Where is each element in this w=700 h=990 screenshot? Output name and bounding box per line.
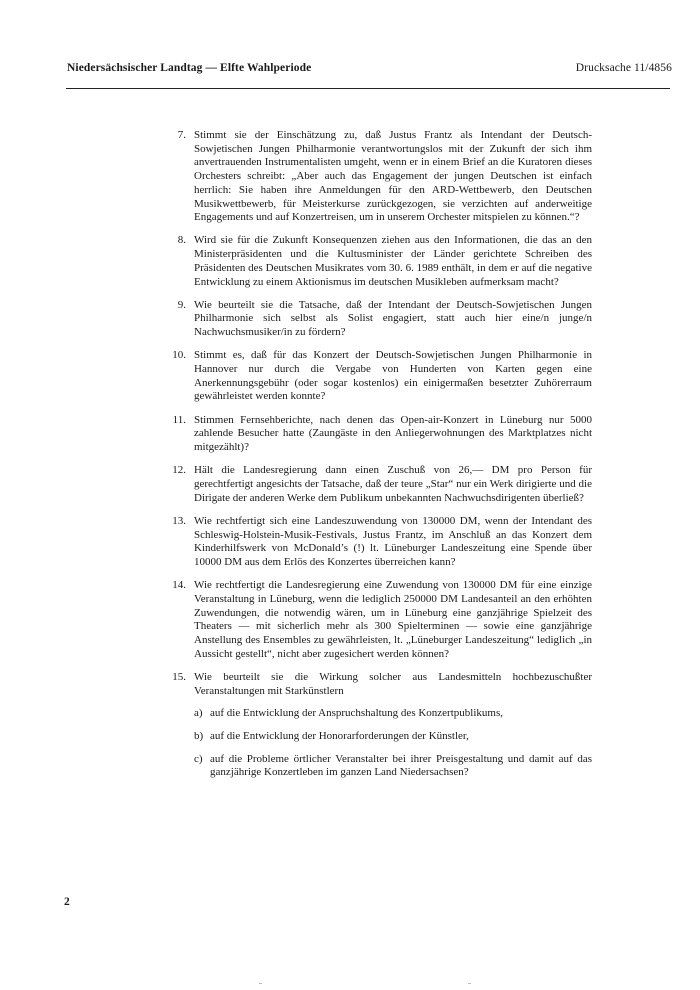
question-item xyxy=(170,464,592,505)
question-item xyxy=(170,579,592,661)
question-item xyxy=(170,234,592,289)
question-number: 8. xyxy=(177,234,186,247)
sub-item-text: auf die Entwicklung der Honorarforderungen der Künstler, xyxy=(210,730,469,743)
question-text: Wie beurteilt sie die Wirkung solcher aus Landesmitteln hochbezuschußter Veranstaltungen mit Starkünstlern xyxy=(194,670,592,697)
scan-artifact xyxy=(468,983,471,984)
document-number: Drucksache 11/4856 xyxy=(575,62,672,74)
question-text: Stimmt es, daß für das Konzert der Deutsch-Sowjetischen Jungen Philharmonie in Hannover nur durch die Vergabe von Hunderten von Karten gegen eine Anerkennungsgebühr (oder sogar kostenlos) ein einigermaßen besetzter Zuhörerraum gewährleistet werden konnte? xyxy=(194,349,592,403)
question-item xyxy=(170,414,592,455)
header-title: Niedersächsischer Landtag — Elfte Wahlperiode xyxy=(67,62,312,74)
sub-item xyxy=(194,707,592,721)
question-number: 15. xyxy=(172,670,186,683)
question-item xyxy=(170,515,592,570)
sub-item-text: auf die Probleme örtlicher Veranstalter bei ihrer Preisgestaltung und damit auf das ganzjährige Konzertleben im ganzen Land Niedersachsen? xyxy=(210,752,592,779)
question-list xyxy=(170,129,592,790)
sub-item-text: auf die Entwicklung der Anspruchshaltung des Konzertpublikums, xyxy=(210,707,503,720)
question-number: 10. xyxy=(172,349,186,362)
question-text: Wie rechtfertigt sich eine Landeszuwendung von 130000 DM, wenn der Intendant des Schleswig-Holstein-Musik-Festivals, Justus Frantz, im Anschluß an das Konzert dem Kinderhilfswerk von McDonald’s (!) lt. Lüneburger Landeszeitung eine Spende über 10000 DM aus dem Erlös des Konzertes überreichen kann? xyxy=(194,514,592,568)
question-text: Wie rechtfertigt die Landesregierung eine Zuwendung von 130000 DM für eine einzige Veranstaltung in Lüneburg, wenn die lediglich 250000 DM Landesanteil an den erhöhten Zuwendungen, die notwendig wären, um in Lüneburg eine ganzjährige Spielzeit des Theaters — mit sicherlich mehr als 300 Spielterminen — sowie eine ganzjährige Anstellung des Ensembles zu gewährleisten, lt. „Lüneburger Landeszeitung“ lediglich „in Aussicht gestellt“, nicht aber zugesichert werden können? xyxy=(194,579,592,660)
question-item xyxy=(170,299,592,340)
header-rule xyxy=(66,88,670,89)
scan-artifact xyxy=(259,983,262,984)
sub-item xyxy=(194,730,592,744)
sub-item-label: c) xyxy=(194,752,203,765)
question-number: 11. xyxy=(172,413,186,426)
question-text: Wie beurteilt sie die Tatsache, daß der Intendant der Deutsch-Sowjetischen Jungen Philharmonie sich selbst als Solist engagiert, statt auch hier eine/n junge/n Nachwuchsmusiker/in zu fördern? xyxy=(194,298,592,339)
question-number: 12. xyxy=(172,464,186,477)
question-number: 14. xyxy=(172,579,186,592)
page-header xyxy=(67,62,672,80)
question-item xyxy=(170,671,592,780)
question-text: Stimmt sie der Einschätzung zu, daß Justus Frantz als Intendant der Deutsch-Sowjetischen Jungen Philharmonie verantwortungslos mit der Zukunft der sich ihm anvertrauenden Instrumentalisten umgeht, wenn er in einem Brief an die Kuratoren dieses Orchesters schreibt: „Aber auch das Engagement der jungen Deutschen ist einfach herrlich: Sie haben ihre Anmeldungen für den ARD-Wettbewerb, den Deutschen Musikwettbewerb, für Meisterkurse zurückgezogen, sie verzichten auf anderweitige Engagements und auf Konzertreisen, um in unserem Orchester mitspielen zu können.“? xyxy=(194,129,592,224)
sub-item xyxy=(194,753,592,780)
question-text: Stimmen Fernsehberichte, nach denen das Open-air-Konzert in Lüneburg nur 5000 zahlende Besucher hatte (Zaungäste in den Anliegerwohnungen des Marktplatzes nicht mitgezählt)? xyxy=(194,413,592,454)
page-number: 2 xyxy=(64,896,70,908)
question-number: 9. xyxy=(177,298,186,311)
question-number: 7. xyxy=(177,129,186,141)
sub-item-label: a) xyxy=(194,707,203,720)
question-text: Wird sie für die Zukunft Konsequenzen ziehen aus den Informationen, die das an den Ministerpräsidenten und die Kultusminister der Länder gerichtete Schreiben des Präsidenten des Deutschen Musikrates vom 30. 6. 1989 enthält, in dem er auf die negative Entwicklung zu einem Aktionismus im deutschen Musikleben aufmerksam macht? xyxy=(194,234,592,288)
sub-item-label: b) xyxy=(194,730,204,743)
question-text: Hält die Landesregierung dann einen Zuschuß von 26,— DM pro Person für gerechtfertigt angesichts der Tatsache, daß der teure „Star“ nur ein Werk dirigierte und die Dirigate der anderen Werke dem Publikum unbekannten Nachwuchsdirigenten überließ? xyxy=(194,464,592,504)
question-item xyxy=(170,129,592,225)
question-number: 13. xyxy=(172,514,186,527)
question-item xyxy=(170,349,592,404)
